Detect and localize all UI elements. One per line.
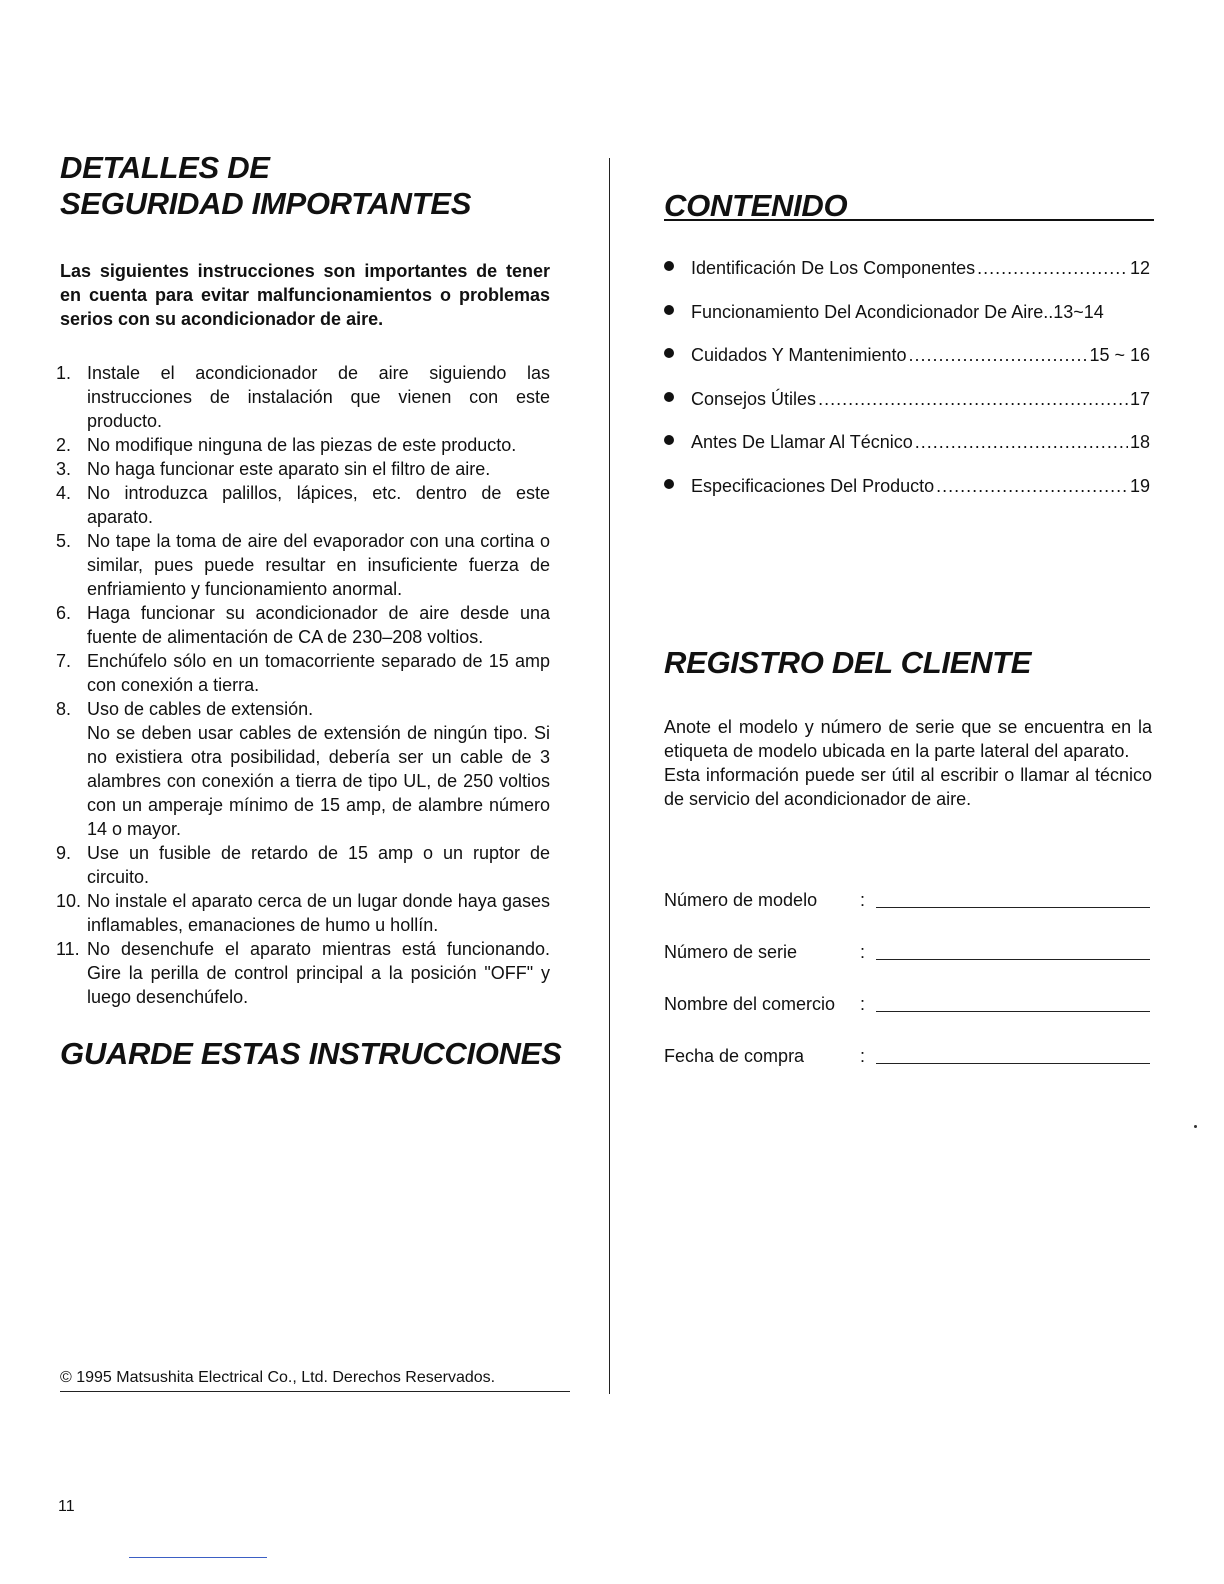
item-number: 1. [56,363,72,383]
field-label: Número de modelo [664,890,818,910]
item-text-detail: No se deben usar cables de extensión de ningún tipo. Si no existiera otra posibilidad, debería ser un cable de 3 alambres con conexión a tierra de tipo UL, de 250 voltios con un amperaje mínimo de 15 amp, de alambre número 14 o mayor. [87,723,550,839]
table-of-contents [664,256,1150,518]
item-number: 6. [56,603,72,623]
item-text: Enchúfelo sólo en un tomacorriente separado de 15 amp con conexión a tierra. [87,651,550,695]
leader-dots [908,343,1087,367]
list-item [56,601,550,649]
toc-page: 15 ~ 16 [1089,345,1150,366]
field-colon: : [860,890,866,910]
bullet-icon [664,435,674,445]
customer-registry-title: REGISTRO DEL CLIENTE [664,645,1032,680]
toc-label: Identificación De Los Componentes [691,258,976,278]
leader-dots [936,474,1128,498]
blank-line [876,959,1150,960]
scan-speck [1194,1125,1197,1128]
toc-label: Consejos Útiles [691,388,817,409]
item-text: No modifique ninguna de las piezas de este producto. [87,435,517,455]
toc-label: Funcionamiento Del Acondicionador De Aire.. [691,301,1054,322]
list-item [56,529,550,601]
page-number: 11 [58,1498,75,1515]
leader-dots [977,256,1128,280]
item-number: 8. [56,699,72,719]
registry-instructions [664,715,1152,811]
copyright-notice: © 1995 Matsushita Electrical Co., Ltd. Derechos Reservados. [60,1367,570,1392]
registry-paragraph: Esta información puede ser útil al escribir o llamar al técnico de servicio del acondicionador de aire. [664,765,1152,809]
item-text: Uso de cables de extensión. [87,699,314,719]
list-item [56,649,550,697]
field-colon: : [860,942,866,962]
field-colon: : [860,1046,866,1066]
item-number: 9. [56,843,72,863]
safety-list [56,361,550,1009]
list-item [56,889,550,937]
item-number: 5. [56,531,72,551]
list-item [56,841,550,889]
blank-line [876,1011,1150,1012]
toc-label: Antes De Llamar Al Técnico [691,432,913,453]
toc-item [664,474,1150,498]
purchase-date-field [664,1046,1150,1098]
bullet-icon [664,348,674,358]
leader-dots [818,387,1128,411]
list-item [56,361,550,433]
toc-page: 19 [1129,475,1150,496]
model-number-field [664,890,1150,942]
toc-page: 18 [1129,432,1150,453]
contents-title: CONTENIDO [664,188,848,223]
toc-page: 13~14 [1053,301,1104,322]
item-text: Instale el acondicionador de aire siguiendo las instrucciones de instalación que vienen con este producto. [87,363,550,431]
item-number: 11. [56,939,80,959]
field-label: Nombre del comercio [664,994,836,1014]
toc-label: Especificaciones Del Producto [691,475,935,496]
bullet-icon [664,392,674,402]
bullet-icon [664,479,674,489]
toc-item [664,300,1150,324]
bullet-icon [664,261,674,271]
item-number: 3. [56,459,72,479]
item-number: 10. [56,891,82,911]
toc-item [664,256,1150,280]
bullet-icon [664,305,674,315]
item-number: 2. [56,435,72,455]
registry-paragraph: Anote el modelo y número de serie que se encuentra en la etiqueta de modelo ubicada en la parte lateral del aparato. [664,717,1152,761]
column-divider [609,158,610,1394]
scan-blue-mark [129,1557,267,1558]
field-label: Número de serie [664,942,798,962]
toc-page: 12 [1129,258,1150,278]
serial-number-field [664,942,1150,994]
item-text: No instale el aparato cerca de un lugar donde haya gases inflamables, emanaciones de humo u hollín. [87,891,550,935]
toc-label: Cuidados Y Mantenimiento [691,345,907,366]
item-text: No tape la toma de aire del evaporador con una cortina o similar, pues puede resultar en insuficiente fuerza de enfriamiento y funcionamiento anormal. [87,531,550,599]
save-instructions-title: GUARDE ESTAS INSTRUCCIONES [60,1036,562,1071]
item-text: Use un fusible de retardo de 15 amp o un ruptor de circuito. [87,843,550,887]
toc-item [664,430,1150,454]
store-name-field [664,994,1150,1046]
safety-intro: Las siguientes instrucciones son importantes de tener en cuenta para evitar malfuncionamientos o problemas serios con su acondicionador de aire. [60,261,550,329]
list-item [56,937,550,1009]
item-text: No haga funcionar este aparato sin el filtro de aire. [87,459,491,479]
toc-item [664,387,1150,411]
list-item [56,457,550,481]
list-item [56,697,550,841]
leader-dots [915,430,1128,454]
safety-title-line2: SEGURIDAD IMPORTANTES [60,186,472,221]
list-item [56,433,550,457]
blank-line [876,1063,1150,1064]
item-number: 7. [56,651,72,671]
item-text: No desenchufe el aparato mientras está funcionando. Gire la perilla de control principal a la posición "OFF" y luego desenchúfelo. [87,939,550,1007]
toc-item [664,343,1150,367]
blank-line [876,907,1150,908]
safety-title [60,150,580,222]
item-text: No introduzca palillos, lápices, etc. dentro de este aparato. [87,483,550,527]
item-text: Haga funcionar su acondicionador de aire desde una fuente de alimentación de CA de 230–208 voltios. [87,603,550,647]
registry-form [664,890,1150,1098]
safety-title-line1: DETALLES DE [60,150,270,185]
field-colon: : [860,994,866,1014]
toc-page: 17 [1129,388,1150,409]
list-item [56,481,550,529]
contents-underline [664,219,1154,221]
item-number: 4. [56,483,72,503]
field-label: Fecha de compra [664,1046,805,1066]
